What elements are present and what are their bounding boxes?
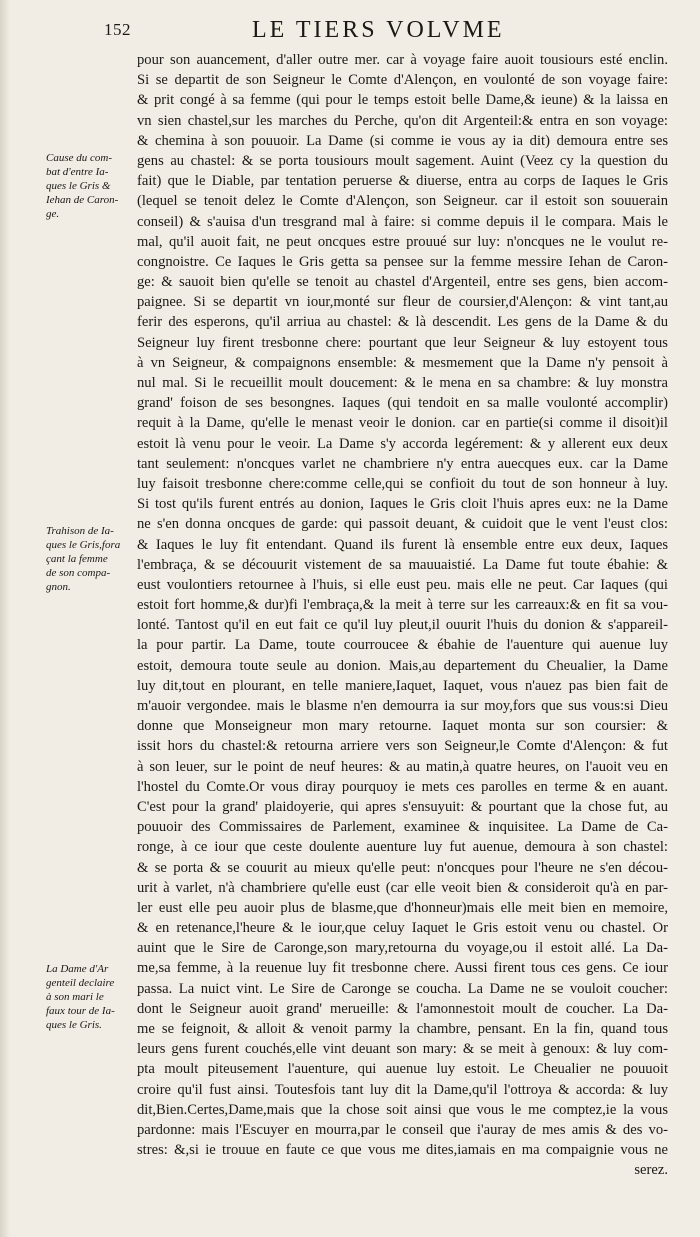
text-line: luy dit,tout en plourant, en telle maniere,Iaquet, Iaquet, vous n'auez pas bien fait de [137, 677, 668, 694]
marginal-note-line: faux tour de Ia- [46, 1005, 115, 1017]
marginal-note-line: ge. [46, 208, 60, 220]
marginal-note-line: bat d'entre Ia- [46, 166, 109, 178]
text-line: stres: &,si ie trouue en faute ce que vous me dites,iamais en ma compaignie vous ne [137, 1142, 668, 1159]
text-line: auint que le Sire de Caronge,son mary,retourna du voyage,ou il estoit allé. La Da- [137, 940, 668, 957]
text-line: ler eust elle peu auoir plus de blasme,que d'honneur)mais elle meit bien en memoire, [137, 899, 668, 916]
marginal-note-line: genteil declaire [46, 977, 115, 989]
text-line: luy faisoit tresbonne chere:comme celle,qui se confioit du tout de son honneur à luy. [137, 475, 668, 492]
text-line: me,sa femme, à la reuenue luy fit tresbonne chere. Aussi firent tous ces gens. Ce iour [137, 960, 668, 977]
text-line: conseil) & s'auisa d'un tresgrand mal à faire: si comme depuis il le compara. Mais le [137, 213, 668, 230]
text-line: paignee. Si se departit vn iour,monté sur fleur de coursier,d'Alençon: & vint tant,au [137, 294, 668, 311]
page-number: 152 [104, 20, 131, 39]
text-line: lonté. Tantost qu'il en eut fait ce qu'il luy pleut,il ouurit l'huis du donion & s'appareil- [137, 617, 668, 634]
text-line: l'hostel du Comte.Or vous diray pourquoy ie mets ces parolles en terme & en auant. [137, 778, 668, 795]
page-edge-shadow [0, 0, 10, 1237]
text-line: leurs gens furent couchés,elle vint deuant son mary: & se meit à genoux: & luy com- [137, 1041, 668, 1058]
text-line: fait) que le Diable, par tentation peruerse & diuerse, entra au corps de Iaques le Gris [137, 173, 668, 190]
text-line: m'auoir vergondee. mais le blasme n'en demourra ia sur moy,fors que sus vous:si Dieu [137, 698, 668, 714]
marginal-note-line: La Dame d'Ar [46, 963, 109, 975]
marginal-note-line: ques le Gris. [46, 1019, 102, 1031]
text-line: tant seulement: n'oncques varlet ne chambriere n'y entra auecques eux. car la Dame [137, 455, 668, 472]
text-line: & en retenance,l'heure & le iour,que celuy Iaquet le Gris estoit venu ou chastel. Or [137, 920, 668, 937]
text-line: à son leuer, sur le point de neuf heures: & au matin,à quatre heures, on l'auoit veu en [137, 758, 668, 775]
text-line: pta moult piteusement l'auenture, qui auenue luy estoit. Le Cheualier ne pouuoit [137, 1061, 668, 1078]
text-line: (lequel se tenoit delez le Comte d'Alençon, son Seigneur. car il estoit son souuerain [137, 193, 668, 210]
text-line: eust voulontiers retournee à l'huis, si elle eust peu. mais elle ne peut. Car Iaques (qui [137, 576, 668, 593]
text-line: ronge, à ce iour que ceste doulente auenture luy fut auenue, demoura à son chastel: [137, 839, 668, 856]
text-line: croire qu'il fust ainsi. Toutesfois tant luy dit la Dame,qu'il l'ottroya & accorda: & luy [137, 1081, 668, 1098]
text-line: serez. [634, 1162, 668, 1179]
text-line: C'est pour la grand' plaidoyerie, qui apres s'ensuyuit: & pourtant que la chose fut, au [137, 798, 668, 815]
text-line: dit,Bien.Certes,Dame,mais que la chose soit ainsi que vous le me comptez,ie la vous [137, 1101, 668, 1118]
marginal-note-line: Cause du com- [46, 152, 112, 164]
text-line: nul mal. Si le recueillit moult doucement: & le mena en sa chambre: & luy monstra [137, 375, 668, 391]
text-line: ferir des esperons, qu'il arriua au chastel: & là descendit. Les gens de la Dame & du [137, 314, 668, 331]
text-line: & prit congé à sa femme (qui pour le temps estoit belle Dame,& ieune) & la laissa en [137, 92, 668, 109]
text-line: dont le Seigneur auoit grand' merueille: & l'amonnestoit moult de coucher. La Da- [137, 1000, 668, 1017]
body-text [137, 50, 668, 1181]
marginal-note-line: ques le Gris,fora [46, 539, 121, 551]
marginal-note-line: à son mari le [46, 991, 104, 1003]
text-line: & Iaques le luy fit entendant. Quand ils furent là ensemble entre eux deux, Iaques [137, 536, 668, 553]
text-line: urit à varlet, n'à chambriere qu'elle eust (car elle veoit bien & consideroit qu'à en par- [137, 879, 668, 896]
text-line: congnoistre. Ce Iaques le Gris getta sa pensee sur la femme messire Iehan de Caron- [137, 253, 668, 270]
text-line: pouuoir des Commissaires de Parlement, examinee & inquisitee. La Dame de Ca- [137, 819, 668, 836]
marginal-note-line: Trahison de Ia- [46, 525, 114, 537]
text-line: gens au chastel: & se porta tousiours moult sagement. Auint (Veez cy la question du [137, 152, 668, 169]
text-line: estoit fort homme,& dur)fi l'embraça,& la meit à terre sur les carreaux:& en fit sa vou- [137, 597, 668, 614]
running-title: LE TIERS VOLVME [252, 17, 505, 43]
marginal-note-line: çant la femme [46, 553, 108, 565]
text-line: me se feignoit, & alloit & venoit parmy la chambre, pensant. En la fin, quand tous [137, 1021, 668, 1037]
text-line: estoit là venu pour le veoir. La Dame s'y accorda legérement: & y allerent eux deux [137, 435, 668, 452]
text-line: ge: & sauoit bien qu'elle se tenoit au chastel d'Argenteil, entre ses gens, bien accom- [137, 274, 668, 291]
text-line: estoit, demoura toute seule au donion. Mais,au departement du Cheualier, la Dame [137, 657, 668, 674]
marginal-note-line: gnon. [46, 581, 71, 593]
text-line: pardonne: mais l'Escuyer en mourra,par le conseil que i'auray de mes amis & des vo- [137, 1121, 668, 1138]
text-line: ne s'en donna oncques de garde: qui passoit deuant, & cuidoit que le vent l'eust clos: [137, 516, 668, 533]
text-line: passa. La nuict vint. Le Sire de Caronge se coucha. La Dame ne se vouloit coucher: [137, 980, 668, 997]
text-line: Si se departit de son Seigneur le Comte d'Alençon, en voulonté de son voyage faire: [137, 72, 668, 89]
text-line: issit hors du chastel:& retourna arriere vers son Seigneur,le Comte d'Alençon: & fut [137, 738, 668, 755]
marginal-note-line: de son compa- [46, 567, 111, 579]
text-line: la pour partir. La Dame, toute courroucee & ébahie de l'auenture qui auenue luy [137, 637, 668, 654]
text-line: requit à la Dame, qu'elle le menast veoir le donion. car en partie(si comme il disoit)il [137, 415, 668, 432]
text-line: grand' foison de ses besongnes. Iaques (qui tendoit en sa malle voulonté accomplir) [137, 395, 668, 412]
marginal-note-3 [46, 962, 136, 1032]
text-line: Seigneur luy firent tresbonne chere: pourtant que leur Seigneur & luy estoyent tous [137, 334, 668, 351]
marginal-note-line: Iehan de Caron- [46, 194, 119, 206]
text-line: pour son auancement, d'aller outre mer. car à voyage faire auoit tousiours esté enclin. [137, 52, 668, 68]
text-line: Si tost qu'ils furent entrés au donion, Iaques le Gris cloit l'huis apres eux: ne la Dame [137, 496, 668, 513]
marginal-note-1 [46, 151, 136, 221]
text-line: donne que Monseigneur mon mary retourne. Iaquet monta sur son coursier: & [137, 718, 668, 735]
text-line: l'embraça, & se découurit vistement de sa mauuaistié. La Dame fut toute ébahie: & [137, 556, 668, 573]
marginal-note-line: ques le Gris & [46, 180, 111, 192]
text-line: & se porta & se couurit au mieux qu'elle peut: n'oncques pour l'heure ne s'en décou- [137, 859, 668, 876]
marginal-note-2 [46, 524, 136, 594]
text-line: mal, qu'il auoit fait, ne peut oncques estre prouué sur luy: n'oncques ne le voulut re- [137, 233, 668, 250]
text-line: & chemina à son pouuoir. La Dame (si comme ie vous ay ia dit) demoura entre ses [137, 132, 668, 149]
text-line: vn sien chastel,sur les marches du Perche, qu'on dit Argenteil:& entra en son voyage: [137, 112, 668, 129]
text-line: à vn Seigneur, & compaignons ensemble: & mesmement que la Dame n'y pensoit à [137, 354, 668, 371]
